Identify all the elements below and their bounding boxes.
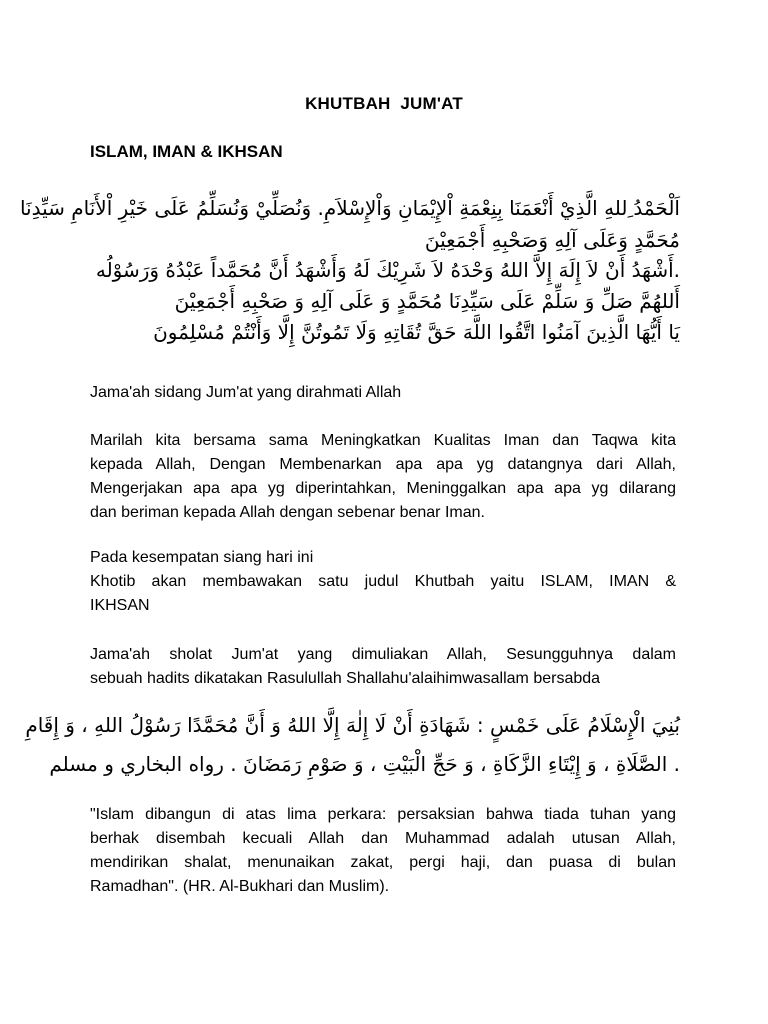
page-title: KHUTBAH JUM'AT [305,94,463,113]
arabic-hadith-line-1: بُنِيَ الْإِسْلَامُ عَلَى خَمْسٍ : شَهَادَةِ أَنْ لَا إِلٰهَ إِلَّا اللهُ وَ أَنَّ مُحَمَّدًا رَسُوْلُ اللهِ ، وَ إِقَامِ [25,713,680,737]
paragraph-line: Pada kesempatan siang hari ini [90,549,314,566]
arabic-opening-line-1: اَلْحَمْدُ ِللهِ الَّذِيْ أَنْعَمَنَا بِنِعْمَةِ اْلإِيْمَانِ وَاْلإِسْلاَمِ. وَنُصَلِّيْ وَنُسَلِّمُ عَلَى خَيْرِ اْلأَنَامِ سَيِّدِنَا [19,196,680,220]
paragraph-exhortation [90,429,676,525]
paragraph-translation [90,803,676,899]
paragraph-line: sebuah hadits dikatakan Rasulullah Shallahu'alaihimwasallam bersabda [90,670,601,687]
paragraph-line: Khotib akan membawakan satu judul Khutbah yaitu ISLAM, IMAN & [90,573,676,590]
paragraph-line: kepada Allah, Dengan Membenarkan apa apa yg datangnya dari Allah, [90,456,676,473]
paragraph-line: Marilah kita bersama sama Meningkatkan Kualitas Iman dan Taqwa kita [90,432,676,449]
greeting-text: Jama'ah sidang Jum'at yang dirahmati Allah [90,384,402,401]
arabic-opening-line-5: يَا أَيُّهَا الَّذِينَ آمَنُوا اتَّقُوا اللَّهَ حَقَّ تُقَاتِهِ وَلَا تَمُوتُنَّ إِلَّا وَأَنْتُمْ مُسْلِمُونَ [153,320,680,344]
paragraph-line: berhak disembah kecuali Allah dan Muhammad adalah utusan Allah, [90,830,676,847]
section-heading: ISLAM, IMAN & IKHSAN [90,142,283,161]
paragraph-line: Jama'ah sholat Jum'at yang dimuliakan Allah, Sesungguhnya dalam [90,646,676,663]
paragraph-line: IKHSAN [90,597,150,614]
paragraph-line: Ramadhan". (HR. Al-Bukhari dan Muslim). [90,878,390,895]
paragraph-hadith-intro [90,643,676,691]
paragraph-line: dan beriman kepada Allah dengan sebenar benar Iman. [90,504,485,521]
paragraph-topic [90,546,676,618]
paragraph-line: mendirikan shalat, menunaikan zakat, pergi haji, dan puasa di bulan [90,854,676,871]
arabic-opening-line-4: أَللهُمَّ صَلِّ وَ سَلِّمْ عَلَى سَيِّدِنَا مُحَمَّدٍ وَ عَلَى آلِهِ وَ صَحْبِهِ أَجْمَعِيْنَ [174,289,680,313]
paragraph-line: "Islam dibangun di atas lima perkara: persaksian bahwa tiada tuhan yang [90,806,676,823]
arabic-opening-line-2: مُحَمَّدٍ وَعَلَى آلِهِ وَصَحْبِهِ أَجْمَعِيْنَ [424,228,680,252]
paragraph-line: Mengerjakan apa apa yg diperintahkan, Meninggalkan apa apa yg dilarang [90,480,676,497]
arabic-opening-line-3: .أَشْهَدُ أَنْ لاَ إِلَهَ إِلاَّ اللهُ وَحْدَهُ لاَ شَرِيْكَ لَهُ وَأَشْهَدُ أَنَّ مُحَمَّداً عَبْدُهُ وَرَسُوْلُه [95,258,680,282]
arabic-hadith-line-2: . الصَّلَاةِ ، وَ إِيْتَاءِ الزَّكَاةِ ، وَ حَجِّ الْبَيْتِ ، وَ صَوْمِ رَمَضَانَ . رواه البخاري و مسلم [49,752,680,776]
